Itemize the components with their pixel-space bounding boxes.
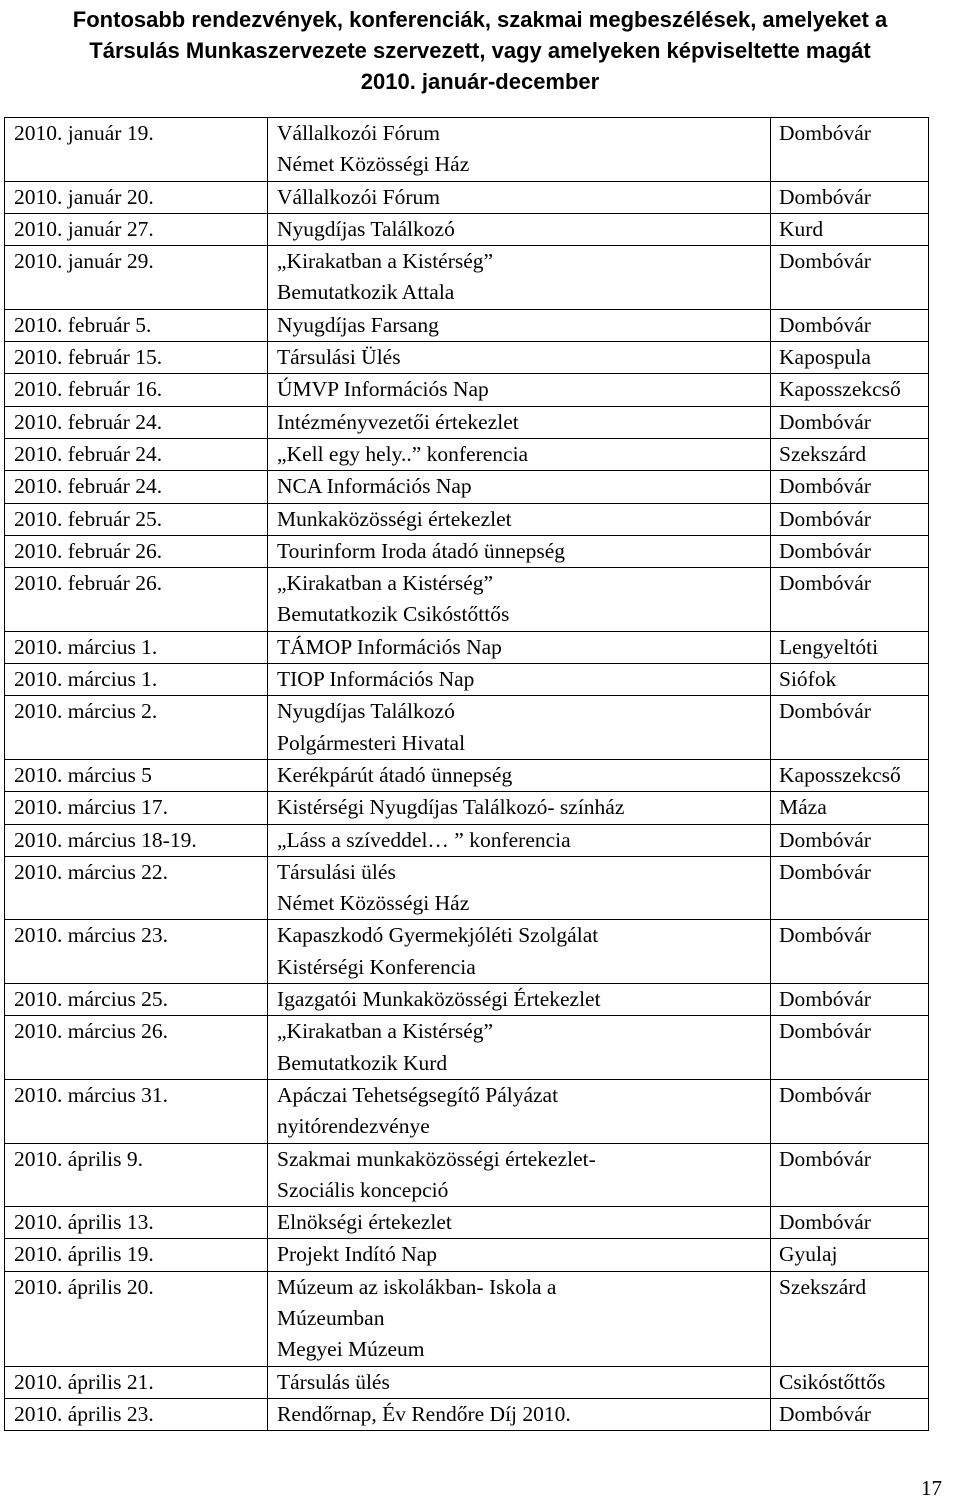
event-place: Kapospula xyxy=(771,342,929,374)
event-name xyxy=(268,984,771,1016)
event-name-line: Tourinform Iroda átadó ünnepség xyxy=(277,538,566,563)
event-date: 2010. március 18-19. xyxy=(5,824,268,856)
table-row xyxy=(5,535,929,567)
event-date: 2010. március 17. xyxy=(5,792,268,824)
event-date: 2010. április 21. xyxy=(5,1366,268,1398)
event-place: Kaposszekcső xyxy=(771,759,929,791)
event-name-line: Múzeumban xyxy=(277,1305,385,1330)
event-name xyxy=(268,1079,771,1143)
event-name xyxy=(268,342,771,374)
table-row xyxy=(5,920,929,984)
title-line-1: Fontosabb rendezvények, konferenciák, szakmai megbeszélések, amelyeket a xyxy=(72,7,888,32)
event-name xyxy=(268,1366,771,1398)
event-place: Máza xyxy=(771,792,929,824)
table-row xyxy=(5,118,929,182)
table-row xyxy=(5,213,929,245)
page-number: 17 xyxy=(921,1476,942,1500)
event-name-line: Munkaközösségi értekezlet xyxy=(277,506,512,531)
table-row xyxy=(5,246,929,310)
event-date: 2010. január 27. xyxy=(5,213,268,245)
event-place: Dombóvár xyxy=(771,984,929,1016)
event-name xyxy=(268,213,771,245)
table-row xyxy=(5,631,929,663)
event-date: 2010. április 23. xyxy=(5,1398,268,1430)
events-table xyxy=(4,117,929,1431)
event-name-line: Szakmai munkaközösségi értekezlet- xyxy=(277,1146,596,1171)
event-date: 2010. február 5. xyxy=(5,309,268,341)
table-row xyxy=(5,568,929,632)
table-row xyxy=(5,1271,929,1366)
event-date: 2010. március 2. xyxy=(5,696,268,760)
event-place: Dombóvár xyxy=(771,246,929,310)
event-name-line: Vállalkozói Fórum xyxy=(277,121,441,145)
event-name-line: Kapaszkodó Gyermekjóléti Szolgálat xyxy=(277,923,599,948)
event-place: Kurd xyxy=(771,213,929,245)
event-place: Dombóvár xyxy=(771,1143,929,1207)
event-name-line: ÚMVP Információs Nap xyxy=(277,377,489,402)
event-name xyxy=(268,1016,771,1080)
event-name-line: Igazgatói Munkaközösségi Értekezlet xyxy=(277,987,601,1012)
event-place: Dombóvár xyxy=(771,309,929,341)
event-name-line: Társulási Ülés xyxy=(277,345,401,370)
table-row xyxy=(5,503,929,535)
event-name xyxy=(268,1207,771,1239)
event-name xyxy=(268,1239,771,1271)
table-row xyxy=(5,471,929,503)
table-row xyxy=(5,342,929,374)
event-name-line: „Kirakatban a Kistérség” xyxy=(277,1019,494,1044)
event-place: Dombóvár xyxy=(771,535,929,567)
event-place: Kaposszekcső xyxy=(771,374,929,406)
event-name-line: „Kell egy hely..” konferencia xyxy=(277,441,529,466)
event-date: 2010. március 23. xyxy=(5,920,268,984)
table-row xyxy=(5,1143,929,1207)
event-place: Szekszárd xyxy=(771,438,929,470)
event-place: Dombóvár xyxy=(771,1016,929,1080)
table-row xyxy=(5,856,929,920)
table-row xyxy=(5,374,929,406)
event-name-line: Intézményvezetői értekezlet xyxy=(277,409,519,434)
table-row xyxy=(5,1207,929,1239)
event-name xyxy=(268,438,771,470)
event-name-line: TÁMOP Információs Nap xyxy=(277,634,502,659)
event-name-line: nyitórendezvénye xyxy=(277,1114,430,1139)
event-name xyxy=(268,792,771,824)
event-date: 2010. január 20. xyxy=(5,181,268,213)
table-row xyxy=(5,1016,929,1080)
table-row xyxy=(5,696,929,760)
event-name xyxy=(268,118,771,182)
event-name xyxy=(268,696,771,760)
event-place: Szekszárd xyxy=(771,1271,929,1366)
event-date: 2010. február 15. xyxy=(5,342,268,374)
event-date: 2010. március 1. xyxy=(5,631,268,663)
event-name xyxy=(268,374,771,406)
table-row xyxy=(5,181,929,213)
event-place: Dombóvár xyxy=(771,181,929,213)
event-date: 2010. április 20. xyxy=(5,1271,268,1366)
event-date: 2010. február 16. xyxy=(5,374,268,406)
event-name-line: Társulás ülés xyxy=(277,1369,390,1394)
event-place: Lengyeltóti xyxy=(771,631,929,663)
event-date: 2010. március 1. xyxy=(5,664,268,696)
event-place: Dombóvár xyxy=(771,1207,929,1239)
event-place: Dombóvár xyxy=(771,1398,929,1430)
event-name-line: TIOP Információs Nap xyxy=(277,667,475,692)
event-name-line: Bemutatkozik Attala xyxy=(277,280,455,305)
event-name-line: „Láss a szíveddel… ” konferencia xyxy=(277,827,571,852)
event-name-line: NCA Információs Nap xyxy=(277,474,472,499)
event-date: 2010. április 9. xyxy=(5,1143,268,1207)
event-date: 2010. március 22. xyxy=(5,856,268,920)
page-title xyxy=(0,4,960,97)
table-row xyxy=(5,406,929,438)
event-name xyxy=(268,856,771,920)
event-name-line: Nyugdíjas Találkozó xyxy=(277,699,455,724)
event-date: 2010. február 24. xyxy=(5,406,268,438)
event-name-line: „Kirakatban a Kistérség” xyxy=(277,249,494,274)
event-name-line: Kerékpárút átadó ünnepség xyxy=(277,762,513,787)
table-row xyxy=(5,984,929,1016)
event-name-line: Projekt Indító Nap xyxy=(277,1242,438,1267)
event-place: Dombóvár xyxy=(771,118,929,182)
event-place: Dombóvár xyxy=(771,824,929,856)
event-name-line: Bemutatkozik Csikóstőttős xyxy=(277,602,510,627)
table-row xyxy=(5,824,929,856)
table-row xyxy=(5,792,929,824)
event-place: Csikóstőttős xyxy=(771,1366,929,1398)
event-place: Dombóvár xyxy=(771,696,929,760)
event-name xyxy=(268,920,771,984)
event-name-line: Rendőrnap, Év Rendőre Díj 2010. xyxy=(277,1401,571,1426)
title-line-2: Társulás Munkaszervezete szervezett, vagy amelyeken képviseltette magát xyxy=(89,38,871,63)
event-name xyxy=(268,471,771,503)
event-name-line: „Kirakatban a Kistérség” xyxy=(277,571,494,596)
table-row xyxy=(5,1366,929,1398)
event-name-line: Szociális koncepció xyxy=(277,1177,449,1202)
event-name-line: Bemutatkozik Kurd xyxy=(277,1050,448,1075)
event-name xyxy=(268,309,771,341)
event-date: 2010. február 24. xyxy=(5,471,268,503)
event-name xyxy=(268,664,771,696)
event-name-line: Megyei Múzeum xyxy=(277,1337,425,1362)
event-date: 2010. március 5 xyxy=(5,759,268,791)
event-date: 2010. április 13. xyxy=(5,1207,268,1239)
event-name-line: Német Közösségi Ház xyxy=(277,891,470,916)
event-date: 2010. március 26. xyxy=(5,1016,268,1080)
table-row xyxy=(5,1398,929,1430)
event-name xyxy=(268,503,771,535)
event-date: 2010. április 19. xyxy=(5,1239,268,1271)
table-row xyxy=(5,309,929,341)
event-date: 2010. január 19. xyxy=(5,118,268,182)
event-place: Dombóvár xyxy=(771,503,929,535)
event-name-line: Elnökségi értekezlet xyxy=(277,1210,452,1235)
event-name xyxy=(268,181,771,213)
event-place: Dombóvár xyxy=(771,1079,929,1143)
event-date: 2010. február 25. xyxy=(5,503,268,535)
event-date: 2010. február 24. xyxy=(5,438,268,470)
event-date: 2010. március 31. xyxy=(5,1079,268,1143)
event-name xyxy=(268,406,771,438)
title-line-3: 2010. január-december xyxy=(360,69,600,94)
event-name xyxy=(268,1271,771,1366)
event-name-line: Vállalkozói Fórum xyxy=(277,184,441,209)
events-table-body xyxy=(5,118,929,1431)
event-name xyxy=(268,824,771,856)
event-name-line: Apáczai Tehetségsegítő Pályázat xyxy=(277,1082,559,1107)
event-name-line: Polgármesteri Hivatal xyxy=(277,730,466,755)
event-date: 2010. február 26. xyxy=(5,568,268,632)
event-place: Gyulaj xyxy=(771,1239,929,1271)
event-name-line: Múzeum az iskolákban- Iskola a xyxy=(277,1274,557,1299)
event-place: Dombóvár xyxy=(771,568,929,632)
event-name-line: Német Közösségi Ház xyxy=(277,152,470,177)
event-date: 2010. március 25. xyxy=(5,984,268,1016)
event-name xyxy=(268,1143,771,1207)
event-name xyxy=(268,759,771,791)
event-date: 2010. január 29. xyxy=(5,246,268,310)
event-name xyxy=(268,246,771,310)
event-name-line: Nyugdíjas Farsang xyxy=(277,312,439,337)
event-place: Dombóvár xyxy=(771,856,929,920)
table-row xyxy=(5,1079,929,1143)
table-row xyxy=(5,1239,929,1271)
event-name-line: Nyugdíjas Találkozó xyxy=(277,216,455,241)
event-name xyxy=(268,568,771,632)
table-row xyxy=(5,664,929,696)
event-place: Siófok xyxy=(771,664,929,696)
event-name-line: Kistérségi Nyugdíjas Találkozó- színház xyxy=(277,795,625,820)
event-name xyxy=(268,1398,771,1430)
event-name-line: Kistérségi Konferencia xyxy=(277,954,476,979)
event-name xyxy=(268,631,771,663)
event-place: Dombóvár xyxy=(771,920,929,984)
event-place: Dombóvár xyxy=(771,471,929,503)
event-name-line: Társulási ülés xyxy=(277,859,396,884)
event-name xyxy=(268,535,771,567)
table-row xyxy=(5,759,929,791)
event-date: 2010. február 26. xyxy=(5,535,268,567)
table-row xyxy=(5,438,929,470)
event-place: Dombóvár xyxy=(771,406,929,438)
